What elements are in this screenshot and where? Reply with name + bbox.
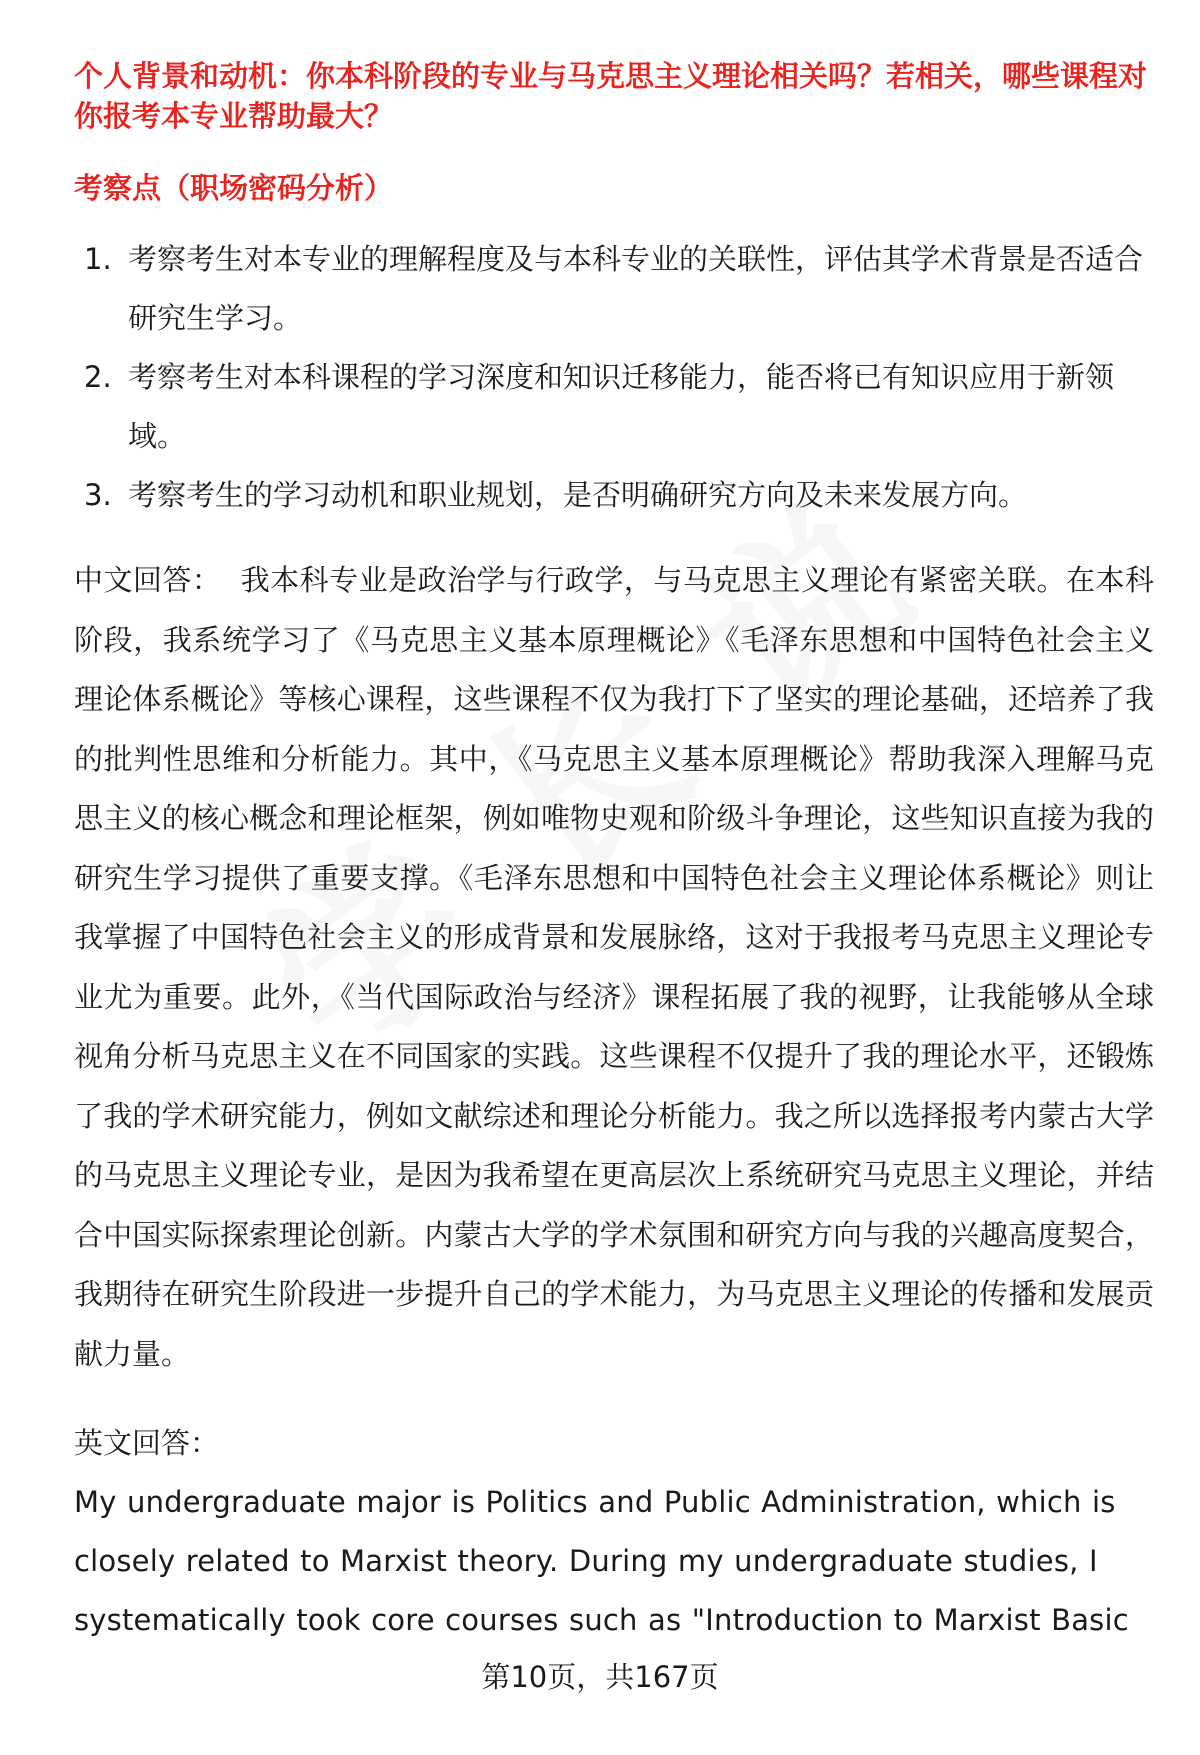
assessment-points-list — [74, 230, 1154, 525]
chinese-answer-text: 我本科专业是政治学与行政学，与马克思主义理论有紧密关联。在本科阶段，我系统学习了《马克思主义基本原理概论》《毛泽东思想和中国特色社会主义理论体系概论》等核心课程，这些课程不仅为我打下了坚实的理论基础，还培养了我的批判性思维和分析能力。其中，《马克思主义基本原理概论》帮助我深入理解马克思主义的核心概念和理论框架，例如唯物史观和阶级斗争理论，这些知识直接为我的研究生学习提供了重要支撑。《毛泽东思想和中国特色社会主义理论体系概论》则让我掌握了中国特色社会主义的形成背景和发展脉络，这对于我报考马克思主义理论专业尤为重要。此外，《当代国际政治与经济》课程拓展了我的视野，让我能够从全球视角分析马克思主义在不同国家的实践。这些课程不仅提升了我的理论水平，还锻炼了我的学术研究能力，例如文献综述和理论分析能力。我之所以选择报考内蒙古大学的马克思主义理论专业，是因为我希望在更高层次上系统研究马克思主义理论，并结合中国实际探索理论创新。内蒙古大学的学术氛围和研究方向与我的兴趣高度契合，我期待在研究生阶段进一步提升自己的学术能力，为马克思主义理论的传播和发展贡献力量。 — [74, 563, 1154, 1371]
list-item-number: 3. — [84, 478, 112, 512]
section-title: 考察点（职场密码分析） — [74, 171, 394, 205]
list-item-number: 1. — [84, 242, 112, 276]
list-item-text: 考察考生对本专业的理解程度及与本科专业的关联性，评估其学术背景是否适合研究生学习。 — [128, 242, 1144, 335]
chinese-answer-label: 中文回答： — [74, 563, 222, 597]
list-item — [74, 230, 1154, 348]
list-item-text: 考察考生对本科课程的学习深度和知识迁移能力，能否将已有知识应用于新领域。 — [128, 360, 1115, 453]
chinese-answer-paragraph — [74, 551, 1154, 1384]
list-item-text: 考察考生的学习动机和职业规划，是否明确研究方向及未来发展方向。 — [128, 478, 1028, 512]
list-item — [74, 348, 1154, 466]
page-content — [74, 56, 1154, 1650]
list-item — [74, 466, 1154, 525]
page-number-footer: 第10页，共167页 — [481, 1660, 719, 1694]
english-answer-label: 英文回答： — [74, 1426, 220, 1460]
english-answer-text: My undergraduate major is Politics and Public Administration, which is closely related to Marxist theory. During my undergraduate studies, I systematically took core courses such as "Introduction to Marxist Basic — [74, 1485, 1129, 1637]
question-heading: 个人背景和动机：你本科阶段的专业与马克思主义理论相关吗？若相关，哪些课程对你报考本专业帮助最大？ — [74, 59, 1148, 133]
list-item-number: 2. — [84, 360, 112, 394]
